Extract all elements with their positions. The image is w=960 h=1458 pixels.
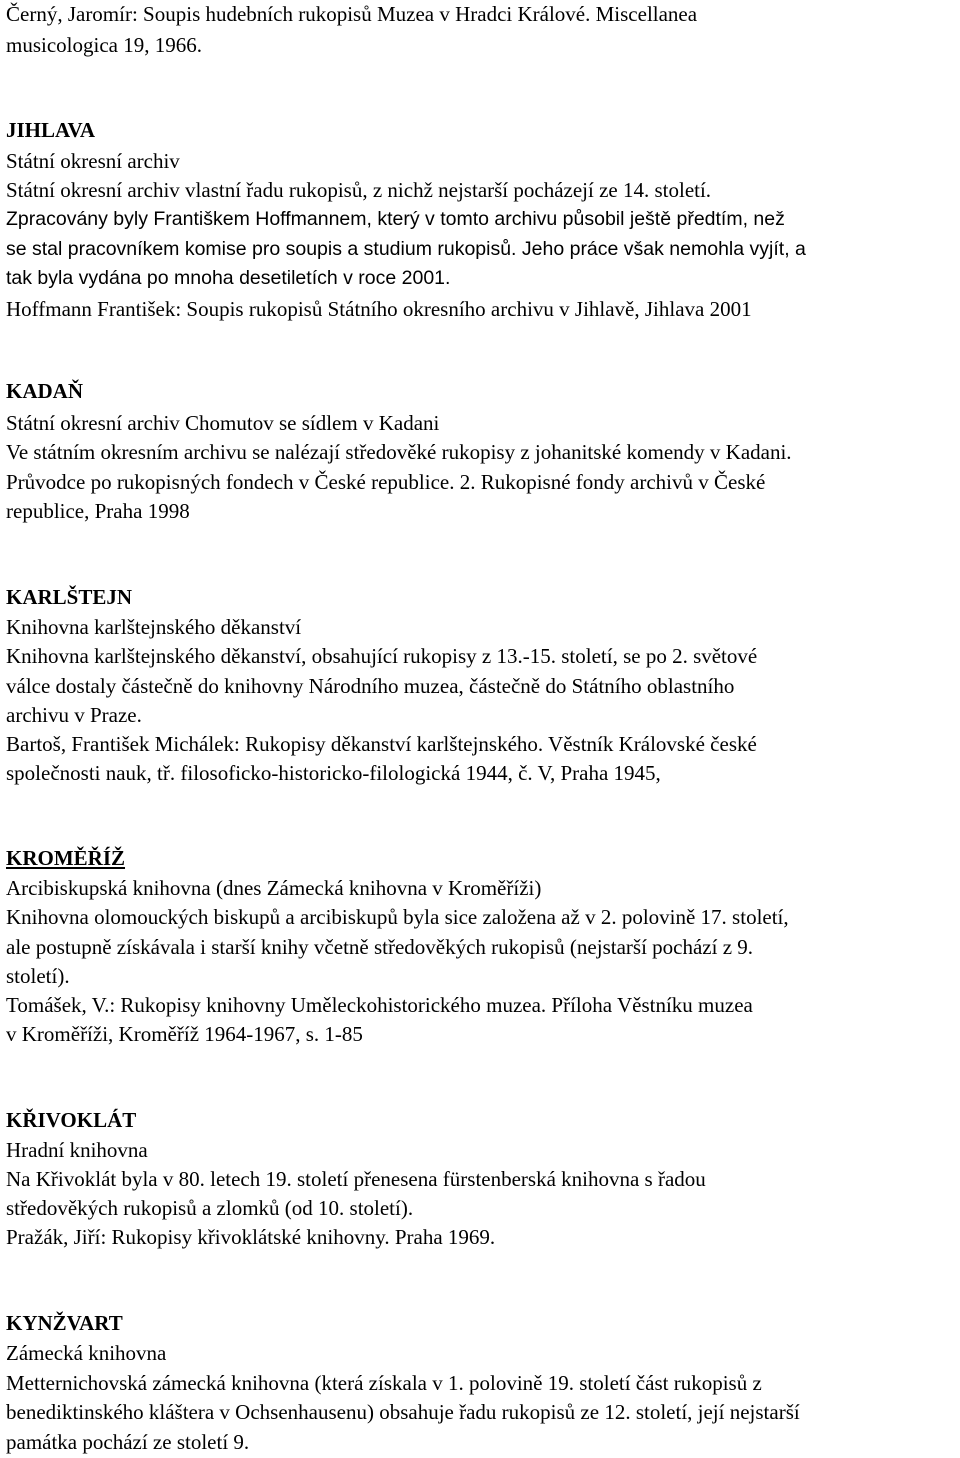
reference-line: Tomášek, V.: Rukopisy knihovny Uměleckohistorického muzea. Příloha Věstníku muzea	[6, 993, 753, 1017]
description-line: středověkých rukopisů a zlomků (od 10. století).	[6, 1196, 414, 1220]
institution-kynzvart: Zámecká knihovna	[6, 1341, 167, 1365]
description-line: Knihovna olomouckých biskupů a arcibiskupů byla sice založena až v 2. polovině 17. století,	[6, 905, 789, 929]
institution-krivoklat: Hradní knihovna	[6, 1138, 148, 1162]
description-line: Ve státním okresním archivu se nalézají středověké rukopisy z johanitské komendy v Kadani.	[6, 440, 792, 464]
description-line: archivu v Praze.	[6, 703, 142, 727]
reference-line: Průvodce po rukopisných fondech v České republice. 2. Rukopisné fondy archivů v České	[6, 470, 766, 494]
description-line: Zpracovány byly Františkem Hoffmannem, který v tomto archivu působil ještě předtím, než	[6, 208, 785, 230]
reference-line: Hoffmann František: Soupis rukopisů Státního okresního archivu v Jihlavě, Jihlava 2001	[6, 297, 752, 321]
description-line: Státní okresní archiv vlastní řadu rukopisů, z nichž nejstarší pocházejí ze 14. století.	[6, 178, 712, 202]
reference-line: Bartoš, František Michálek: Rukopisy děkanství karlštejnského. Věstník Královské české	[6, 732, 757, 756]
reference-line: Pražák, Jiří: Rukopisy křivoklátské knihovny. Praha 1969.	[6, 1225, 496, 1249]
institution-kromeriz: Arcibiskupská knihovna (dnes Zámecká knihovna v Kroměříži)	[6, 876, 542, 900]
description-line: Knihovna karlštejnského děkanství, obsahující rukopisy z 13.-15. století, se po 2. světové	[6, 644, 758, 668]
description-line: Metternichovská zámecká knihovna (která získala v 1. polovině 19. století část rukopisů z	[6, 1371, 762, 1395]
description-line: se stal pracovníkem komise pro soupis a studium rukopisů. Jeho práce však nemohla vyjít, a	[6, 238, 806, 260]
description-line: benediktinského kláštera v Ochsenhausenu) obsahuje řadu rukopisů ze 12. století, její nejstarší	[6, 1400, 800, 1424]
description-line: válce dostaly částečně do knihovny Národního muzea, částečně do Státního oblastního	[6, 674, 735, 698]
reference-line: v Kroměříži, Kroměříž 1964-1967, s. 1-85	[6, 1022, 363, 1046]
description-line: památka pochází ze století 9.	[6, 1430, 250, 1454]
section-heading-krivoklat: KŘIVOKLÁT	[6, 1108, 137, 1132]
institution-kadan: Státní okresní archiv Chomutov se sídlem v Kadani	[6, 411, 440, 435]
reference-line: společnosti nauk, tř. filosoficko-historicko-filologická 1944, č. V, Praha 1945,	[6, 761, 661, 785]
description-line: století).	[6, 964, 70, 988]
section-heading-karlstejn: KARLŠTEJN	[6, 585, 133, 609]
description-line: tak byla vydána po mnoha desetiletích v roce 2001.	[6, 267, 451, 289]
institution-karlstejn: Knihovna karlštejnského děkanství	[6, 615, 302, 639]
intro-line-1: Černý, Jaromír: Soupis hudebních rukopisů Muzea v Hradci Králové. Miscellanea	[6, 2, 698, 26]
section-heading-kynzvart: KYNŽVART	[6, 1311, 123, 1335]
section-heading-jihlava: JIHLAVA	[6, 118, 96, 142]
reference-line: republice, Praha 1998	[6, 499, 190, 523]
section-heading-kromeriz: KROMĚŘÍŽ	[6, 846, 126, 870]
description-line: ale postupně získávala i starší knihy včetně středověkých rukopisů (nejstarší pochází z 9.	[6, 935, 754, 959]
description-line: Na Křivoklát byla v 80. letech 19. století přenesena fürstenberská knihovna s řadou	[6, 1167, 706, 1191]
institution-jihlava: Státní okresní archiv	[6, 149, 180, 173]
intro-line-2: musicologica 19, 1966.	[6, 33, 202, 57]
section-heading-kadan: KADAŇ	[6, 379, 83, 403]
